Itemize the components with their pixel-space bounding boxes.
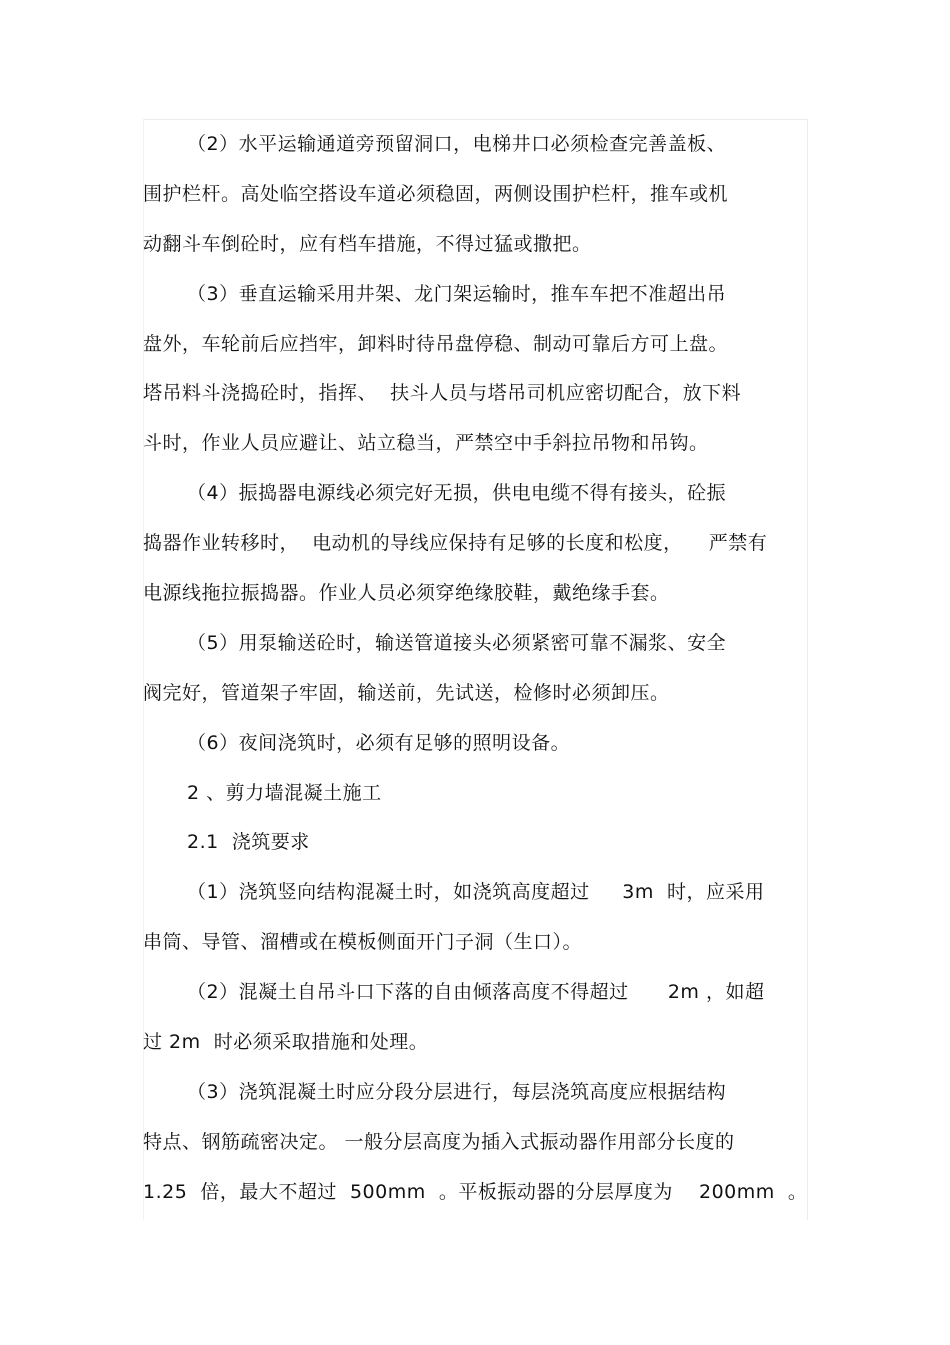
paragraph-line: （5）用泵输送砼时，输送管道接头必须紧密可靠不漏浆、安全 [187, 631, 727, 654]
paragraph-line: 盘外，车轮前后应挡牢，卸料时待吊盘停稳、制动可靠后方可上盘。 [143, 332, 729, 355]
paragraph-line: 塔吊料斗浇捣砼时，指挥、 扶斗人员与塔吊司机应密切配合，放下料 [143, 382, 742, 405]
document-body [143, 120, 808, 1218]
paragraph-line: （6）夜间浇筑时，必须有足够的照明设备。 [187, 731, 571, 754]
paragraph-line: 过 2m 时必须采取措施和处理。 [143, 1031, 429, 1054]
paragraph-line: 捣器作业转移时， 电动机的导线应保持有足够的长度和松度， 严禁有 [143, 532, 768, 555]
paragraph-line: （3）垂直运输采用井架、龙门架运输时，推车车把不准超出吊 [187, 282, 727, 305]
paragraph-line: 1.25 倍，最大不超过 500mm 。平板振动器的分层厚度为 200mm 。 [143, 1180, 808, 1203]
paragraph-line: 围护栏杆。高处临空搭设车道必须稳固，两侧设围护栏杆，推车或机 [143, 182, 729, 205]
paragraph-line: （4）振捣器电源线必须完好无损，供电电缆不得有接头，砼振 [187, 482, 727, 505]
subsection-heading: 2.1 浇筑要求 [187, 831, 310, 854]
paragraph-line: （2）混凝土自吊斗口下落的自由倾落高度不得超过 2m ，如超 [187, 981, 765, 1004]
paragraph-line: 阀完好，管道架子牢固，输送前，先试送，检修时必须卸压。 [143, 681, 670, 704]
paragraph-line: 斗时，作业人员应避让、站立稳当，严禁空中手斜拉吊物和吊钩。 [143, 432, 709, 455]
paragraph-line: （1）浇筑竖向结构混凝土时，如浇筑高度超过 3m 时，应采用 [187, 881, 765, 904]
paragraph-line: 动翻斗车倒砼时，应有档车措施，不得过猛或撒把。 [143, 232, 592, 255]
paragraph-line: （2）水平运输通道旁预留洞口，电梯井口必须检查完善盖板、 [187, 133, 727, 155]
section-heading: 2 、剪力墙混凝土施工 [187, 781, 382, 804]
paragraph-line: 串筒、导管、溜槽或在模板侧面开门子洞（生口）。 [143, 931, 583, 954]
paragraph-line: 特点、钢筋疏密决定。 一般分层高度为插入式振动器作用部分长度的 [143, 1130, 735, 1153]
paragraph-line: 电源线拖拉振捣器。作业人员必须穿绝缘胶鞋，戴绝缘手套。 [143, 582, 670, 605]
paragraph-line: （3）浇筑混凝土时应分段分层进行，每层浇筑高度应根据结构 [187, 1080, 727, 1103]
